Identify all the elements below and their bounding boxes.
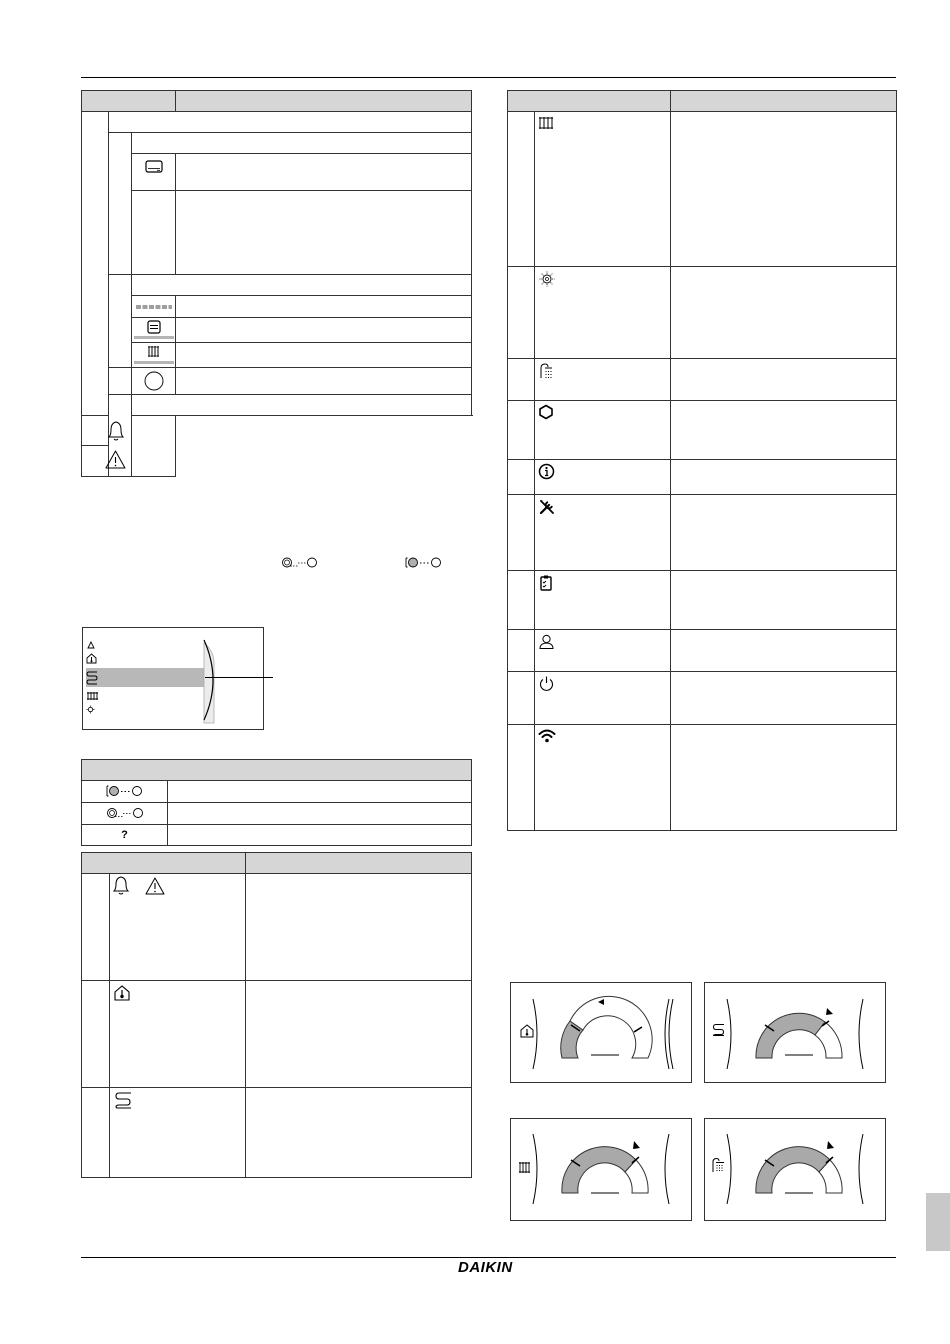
left-bottom-table — [81, 852, 472, 1178]
status-table — [81, 759, 472, 846]
user-row — [535, 630, 671, 672]
unknown-status-mark: ? — [82, 825, 168, 846]
dial-panel-floor — [704, 982, 886, 1083]
left-top-table — [81, 90, 472, 477]
dial-shower — [705, 1119, 885, 1220]
dial-panel-room — [510, 982, 692, 1083]
heating-status-icon — [281, 556, 319, 570]
shower-icon — [538, 362, 556, 380]
connection-status-icon — [403, 556, 443, 570]
heat-pump-cell — [132, 296, 176, 318]
wrench-icon — [538, 498, 556, 516]
wrench-row — [535, 495, 671, 571]
house-thermometer-icon[interactable] — [86, 653, 97, 664]
screen-diagram — [82, 627, 264, 730]
top-rule — [81, 77, 896, 78]
brand-logo: DAIKIN — [458, 1259, 513, 1276]
heating-status-icon — [82, 803, 168, 824]
radiator-icon — [132, 343, 176, 367]
house-thermometer-icon — [520, 1024, 534, 1038]
floor-heating-cell — [110, 1088, 246, 1178]
warning-icon — [82, 446, 149, 476]
wifi-row — [535, 725, 671, 831]
bottom-rule — [81, 1257, 896, 1258]
callout-line — [205, 677, 273, 678]
connection-status-cell — [82, 781, 168, 803]
warning-cell — [82, 446, 132, 477]
info-row — [535, 460, 671, 495]
power-row — [535, 672, 671, 725]
clipboard-icon — [539, 574, 553, 592]
hexagon-icon — [538, 404, 554, 420]
shower-row — [535, 359, 671, 401]
sun-gear-row — [535, 267, 671, 359]
info-icon — [538, 463, 555, 480]
floor-heating-icon — [114, 1091, 132, 1109]
indoor-unit-icon — [132, 318, 176, 342]
screen-diagram-art — [83, 628, 263, 729]
warning-icon — [144, 876, 166, 896]
dial-radiator — [511, 1119, 691, 1220]
clipboard-row — [535, 571, 671, 630]
sun-gear-icon — [538, 270, 556, 288]
unit-display-icon — [132, 154, 176, 190]
dial-panel-radiator — [510, 1118, 692, 1221]
bell-icon[interactable] — [87, 641, 95, 649]
unit-display-cell — [132, 154, 176, 191]
hexagon-row — [535, 401, 671, 460]
radiator-cell — [132, 343, 176, 368]
floor-heating-icon — [712, 1023, 725, 1037]
wifi-icon — [538, 728, 556, 744]
radiator-icon — [518, 1161, 531, 1174]
dial-floor — [705, 983, 885, 1082]
house-thermometer-icon — [113, 984, 131, 1002]
right-table — [507, 90, 897, 831]
shower-icon — [711, 1157, 726, 1173]
dial-panel-shower — [704, 1118, 886, 1221]
user-icon — [538, 633, 555, 650]
alarm-icons-cell — [110, 874, 246, 981]
floor-heating-icon[interactable] — [86, 670, 98, 685]
house-thermometer-cell — [110, 981, 246, 1088]
indoor-unit-cell — [132, 318, 176, 343]
heat-pump-icon — [132, 296, 176, 317]
circle-icon — [132, 368, 176, 394]
radiator-icon — [538, 115, 554, 131]
bell-icon — [112, 876, 130, 896]
power-icon — [538, 675, 555, 692]
connection-status-icon — [82, 781, 168, 802]
bell-cell — [82, 416, 132, 446]
heating-status-cell — [82, 803, 168, 825]
side-tab — [926, 1193, 950, 1251]
circle-cell — [132, 368, 176, 395]
dial-room — [511, 983, 691, 1082]
radiator-icon[interactable] — [86, 691, 98, 701]
radiator-row — [535, 112, 671, 267]
sun-gear-icon[interactable] — [86, 705, 95, 714]
